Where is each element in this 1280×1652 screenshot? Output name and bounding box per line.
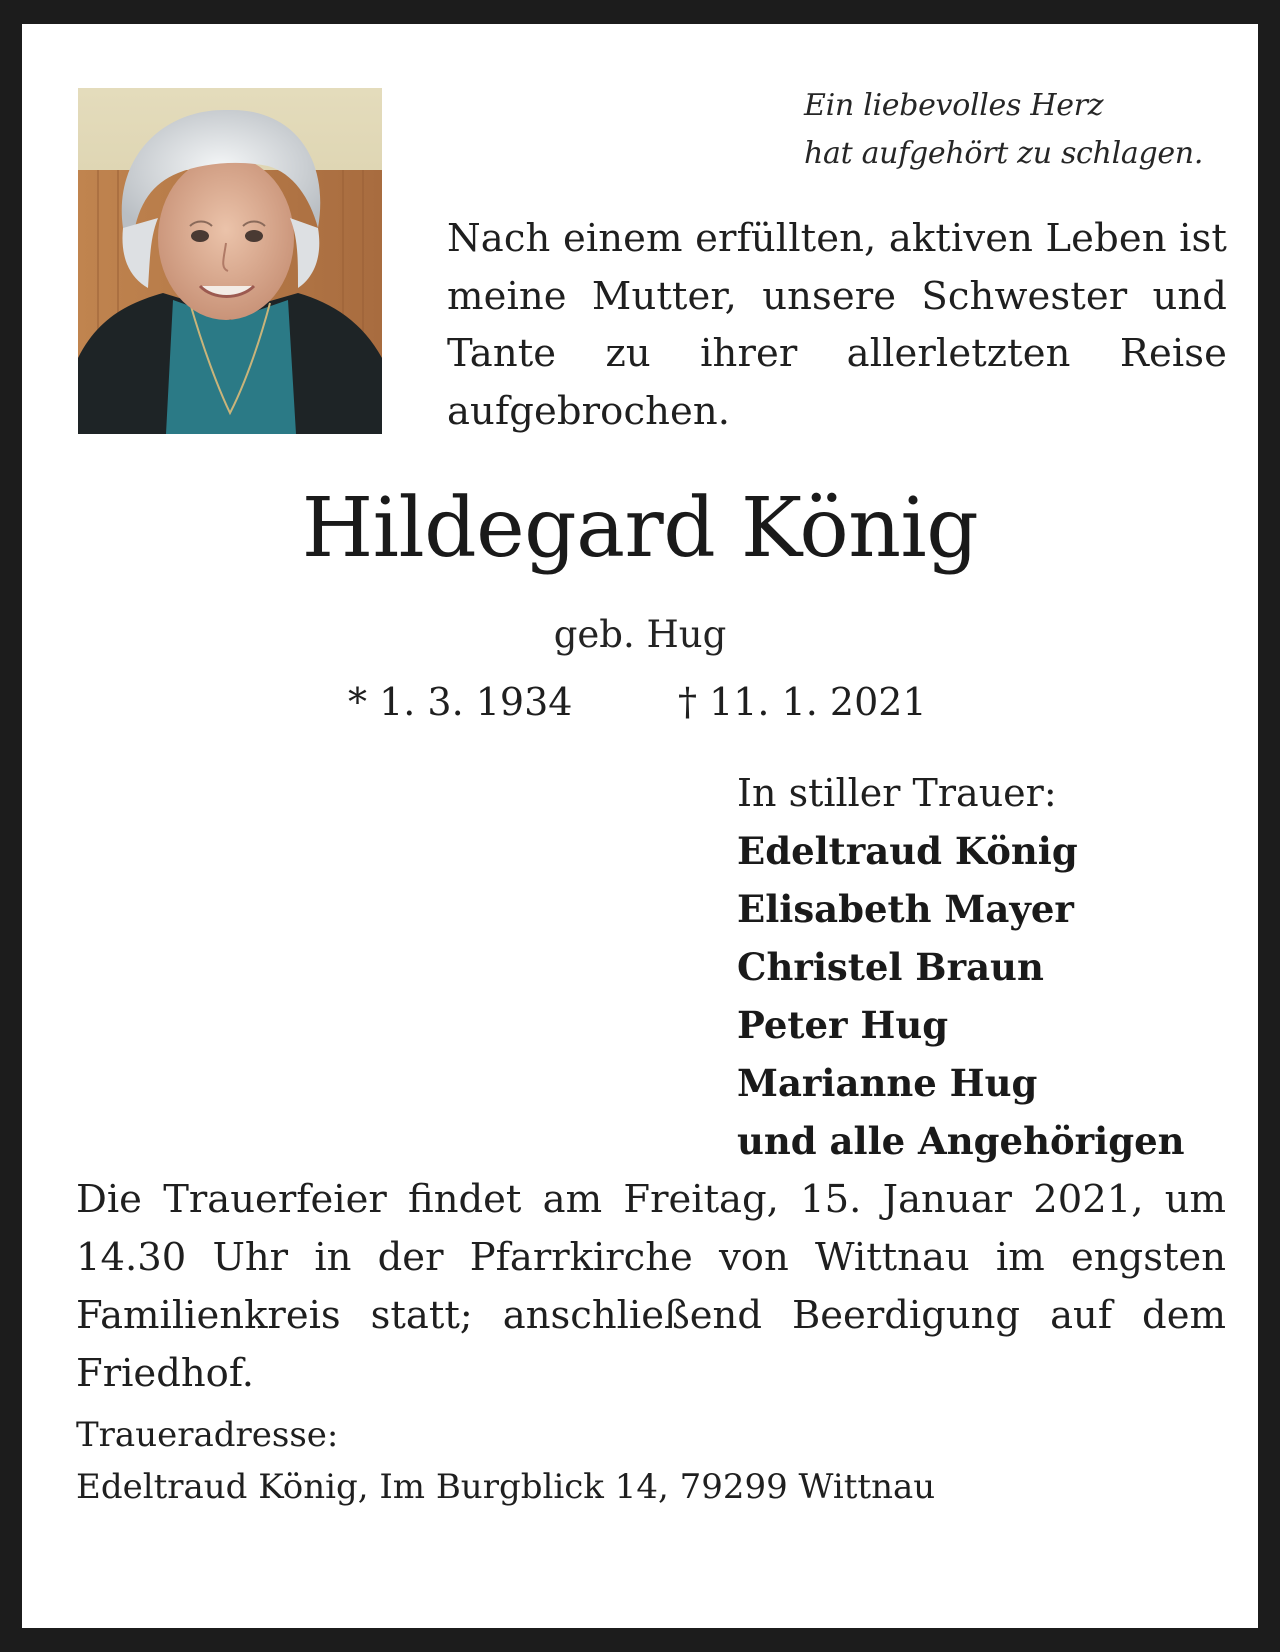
mourner-name: Elisabeth Mayer: [737, 887, 1074, 931]
ceremony-text: Die Trauerfeier findet am Freitag, 15. Januar 2021, um 14.30 Uhr in der Pfarrkirche von Wittnau im engsten Familienkreis statt; anschließend Beerdigung auf dem Friedhof.: [76, 1177, 1226, 1396]
maiden-name: geb. Hug: [553, 613, 727, 656]
motto-line-2: hat aufgehört zu schlagen.: [804, 136, 1204, 171]
mourners-list: [737, 822, 1257, 1170]
birth-date: * 1. 3. 1934: [348, 680, 573, 724]
death-date: † 11. 1. 2021: [678, 680, 927, 724]
intro-text: Nach einem erfüllten, aktiven Leben ist meine Mutter, unsere Schwester und Tante zu ihrer allerletzten Reise aufgebrochen.: [447, 216, 1227, 434]
mourning-address: [76, 1409, 1176, 1513]
motto-line-1: Ein liebevolles Herz: [804, 88, 1104, 123]
mourner-name: Edeltraud König: [737, 829, 1078, 873]
obituary-notice: [22, 24, 1258, 1628]
mourner-name: und alle Angehörigen: [737, 1119, 1185, 1163]
portrait-image: [78, 88, 382, 434]
portrait-photo: [78, 88, 382, 434]
deceased-name: Hildegard König: [301, 481, 979, 576]
mourner-name: Peter Hug: [737, 1003, 949, 1047]
motto: [804, 82, 1234, 178]
mourners-section: [737, 764, 1257, 1170]
mourners-heading: In stiller Trauer:: [737, 771, 1057, 815]
mourner-name: Marianne Hug: [737, 1061, 1038, 1105]
address-label: Traueradresse:: [76, 1415, 339, 1455]
address-value: Edeltraud König, Im Burgblick 14, 79299 Wittnau: [76, 1467, 936, 1507]
mourner-name: Christel Braun: [737, 945, 1044, 989]
